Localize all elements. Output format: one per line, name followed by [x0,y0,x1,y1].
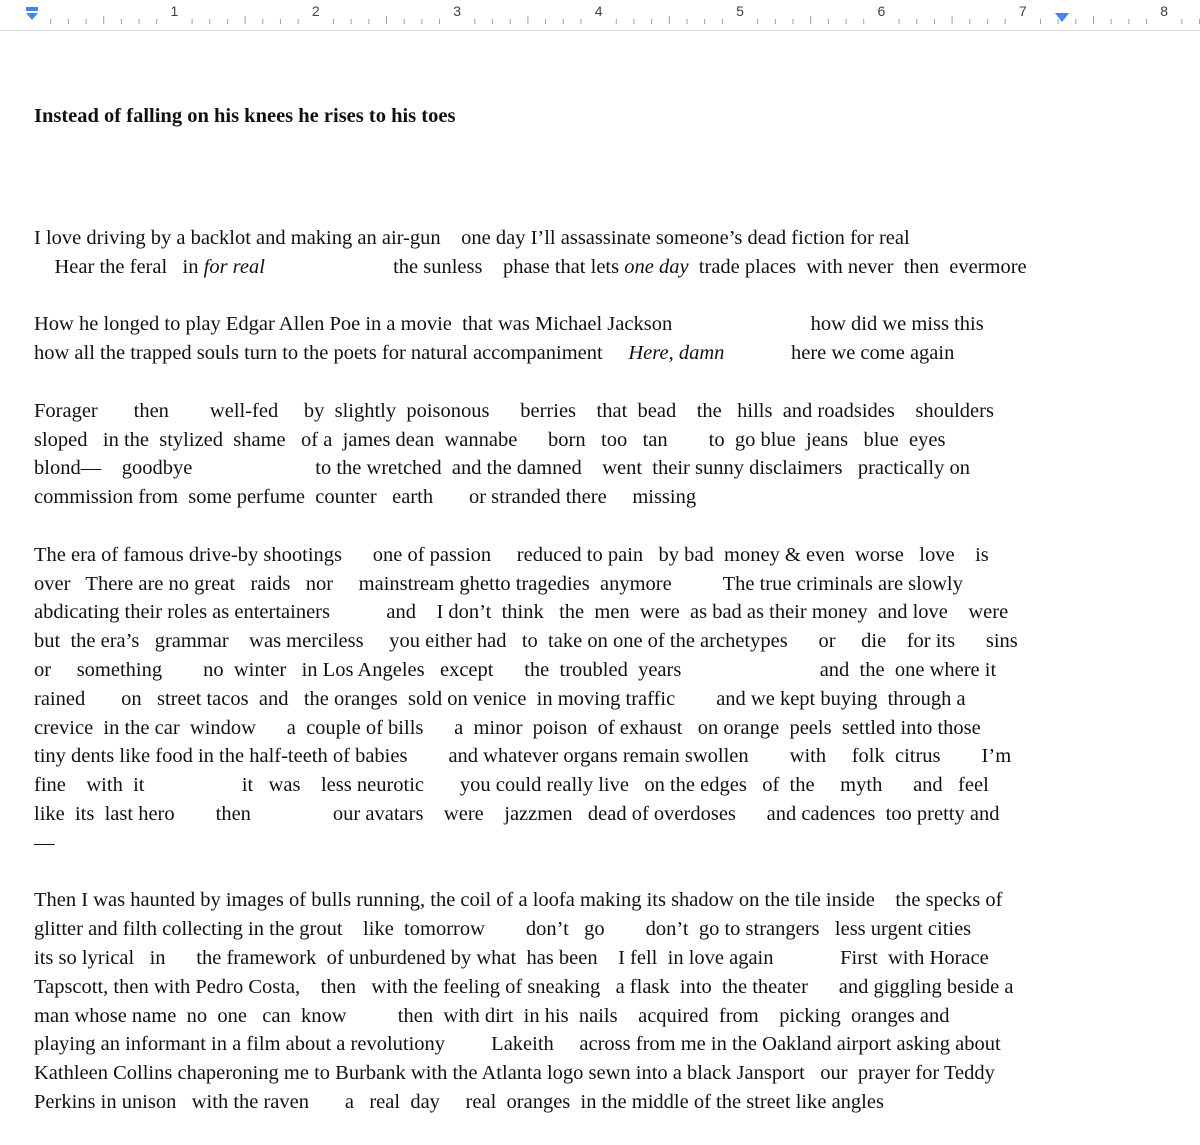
document-body[interactable] [34,44,1194,1145]
line-text: Hear the feral in [34,255,204,278]
line-text: or something no winter in Los Angeles except the troubled years and the one where it [34,658,997,681]
ruler-number: 2 [311,3,320,19]
line-text: fine with it it was less neurotic you could really live on the edges of the myth and feel [34,774,989,797]
line-text: glitter and filth collecting in the grout like tomorrow don’t go don’t go to strangers less urgent cities [34,918,972,941]
line-text: trade places with never then evermore [688,255,1027,278]
poem-title: Instead of falling on his knees he rises to his toes [34,104,456,127]
poem-line [34,541,1194,570]
line-text: tiny dents like food in the half-teeth of babies and whatever organs remain swollen with folk citrus I’m [34,745,1012,768]
ruler-number: 1 [170,3,179,19]
line-text: Forager then well-fed by slightly poisonous berries that bead the hills and roadsides shoulders [34,399,994,422]
ruler-number: 6 [877,3,886,19]
line-text: How he longed to play Edgar Allen Poe in a movie that was Michael Jackson how did we miss this [34,313,984,336]
italic-text: for real [203,255,265,278]
stanza-spacer [34,368,1194,397]
poem-line [34,339,1194,368]
ruler-number: 8 [1160,3,1169,19]
line-text: how all the trapped souls turn to the poets for natural accompaniment [34,342,629,365]
line-text: man whose name no one can know then with dirt in his nails acquired from picking oranges and [34,1004,950,1027]
stanza [34,886,1194,1116]
line-text: the sunless phase that lets [264,255,625,278]
left-indent-marker-icon[interactable] [24,6,40,24]
stanza [34,397,1194,512]
line-text: Then I was haunted by images of bulls running, the coil of a loofa making its shadow on the tile inside the specks of [34,889,1003,912]
stanza-spacer [34,512,1194,541]
poem-line [34,915,1194,944]
poem-line [34,973,1194,1002]
stanza [34,541,1194,858]
line-text: sloped in the stylized shame of a james dean wannabe born too tan to go blue jeans blue eyes [34,428,946,451]
poem-line [34,627,1194,656]
poem-line [34,310,1194,339]
poem-line [34,253,1194,282]
poem-stanzas [34,195,1194,1117]
right-indent-marker-icon[interactable] [1054,12,1070,24]
stanza-spacer [34,195,1194,224]
line-text: commission from some perfume counter earth or stranded there missing [34,486,697,509]
poem-line [34,1030,1194,1059]
line-text: I love driving by a backlot and making an air-gun one day I’ll assassinate someone’s dead fiction for real [34,226,910,249]
poem-line [34,944,1194,973]
line-text: Kathleen Collins chaperoning me to Burbank with the Atlanta logo sewn into a black Jansport our prayer for Teddy [34,1062,995,1085]
poem-line [34,742,1194,771]
line-text: crevice in the car window a couple of bills a minor poison of exhaust on orange peels settled into those [34,716,981,739]
stanza-spacer [34,858,1194,887]
poem-line [34,771,1194,800]
line-text: Perkins in unison with the raven a real day real oranges in the middle of the street like angles [34,1090,884,1113]
poem-line [34,886,1194,915]
italic-text: Here, damn [628,342,725,365]
poem-line [34,829,1194,858]
line-text: but the era’s grammar was merciless you either had to take on one of the archetypes or die for its sins [34,630,1018,653]
stanza-spacer [34,282,1194,311]
line-text: rained on street tacos and the oranges sold on venice in moving traffic and we kept buying through a [34,687,966,710]
poem-line [34,454,1194,483]
poem-line [34,224,1194,253]
line-text: its so lyrical in the framework of unburdened by what has been I fell in love again First with Horace [34,946,989,969]
ruler-number: 3 [453,3,462,19]
ruler-number: 7 [1018,3,1027,19]
ruler-number: 5 [736,3,744,19]
poem-line [34,598,1194,627]
poem-line [34,714,1194,743]
poem-line [34,1002,1194,1031]
line-text: like its last hero then our avatars were jazzmen dead of overdoses and cadences too pretty and [34,802,1000,825]
poem-line [34,685,1194,714]
line-text: here we come again [724,342,955,365]
poem-line [34,570,1194,599]
poem-line [34,1059,1194,1088]
horizontal-ruler[interactable] [0,0,1200,31]
ruler-number: 4 [594,3,603,19]
line-text: — [34,831,55,854]
poem-line [34,397,1194,426]
line-text: blond— goodbye to the wretched and the damned went their sunny disclaimers practically on [34,457,970,480]
line-text: over There are no great raids nor mainstream ghetto tragedies anymore The true criminals are slowly [34,572,963,595]
poem-line [34,426,1194,455]
poem-line [34,800,1194,829]
poem-line [34,483,1194,512]
line-text: abdicating their roles as entertainers and I don’t think the men were as bad as their money and love were [34,601,1009,624]
stanza [34,224,1194,282]
line-text: playing an informant in a film about a revolutiony Lakeith across from me in the Oakland airport asking about [34,1033,1001,1056]
italic-text: one day [624,255,689,278]
poem-line [34,656,1194,685]
line-text: Tapscott, then with Pedro Costa, then with the feeling of sneaking a flask into the theater and giggling beside a [34,975,1014,998]
stanza [34,310,1194,368]
poem-line [34,1088,1194,1117]
line-text: The era of famous drive-by shootings one of passion reduced to pain by bad money & even worse love is [34,543,989,566]
